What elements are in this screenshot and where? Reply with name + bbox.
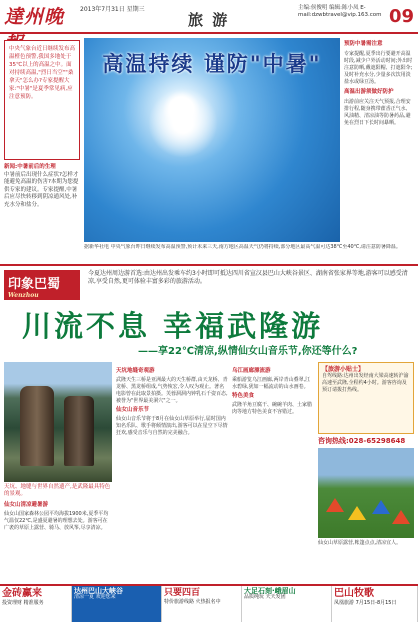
editor-credits: 主编:侯俊明 编辑:陈小凤 E-mail:dzwbtravel@vip.163.com <box>298 5 382 18</box>
ad-headline: 大足石刻·峨眉山 <box>244 587 296 595</box>
photo-caption: 天坑、地缝与世界自然遗产,是武隆最具特色的景观。 <box>4 484 111 497</box>
logo-sub-text: Wenzhou <box>8 292 39 299</box>
feature-subtitle: ——享22℃清凉,纵情仙女山音乐节,你还等什么? <box>138 346 358 357</box>
ad-block[interactable] <box>72 586 162 622</box>
mid-subhead: 仙女山音乐节 <box>116 407 150 413</box>
ad-headline: 只要四百 <box>164 588 201 598</box>
right-col-subhead: 高温出游须做好防护 <box>344 89 394 95</box>
ad-text: 品质纯玩 天天发团 <box>244 594 286 600</box>
left-subhead: 仙女山清凉避暑游 <box>4 502 49 508</box>
left-column <box>4 500 112 582</box>
middle-column-2 <box>232 366 314 580</box>
left-text: 仙女山国家森林公园平均海拔1900米,夏季平均气温仅22℃,是盛夏避暑的理想去处。游客可在广袤的草原上露营、骑马、放风筝,尽享清凉。 <box>4 511 109 531</box>
travel-feature <box>0 264 418 582</box>
tent-shape <box>372 500 390 514</box>
mid2-text: 乘船游览乌江画廊,两岸青山叠翠,江水碧绿,犹如一幅流动的山水画卷。 <box>232 377 311 390</box>
ad-block[interactable] <box>0 586 72 622</box>
hotline: 咨询热线:028-65298648 <box>318 437 406 445</box>
ad-headline: 达州巴山大峡谷 <box>74 587 123 595</box>
sidebar-heading: 新闻:中暑前后的生理 <box>4 164 56 170</box>
tent-shape <box>326 498 344 512</box>
masthead-logo: 達州晚 <box>4 6 65 28</box>
tent-shape <box>392 510 410 524</box>
ad-text: 投资理财 精准服务 <box>2 600 44 606</box>
mid-text: 武隆天生三桥是亚洲最大的天生桥群,由天龙桥、青龙桥、黑龙桥组成,气势恢宏,令人叹为观止。著名电影曾在此取景拍摄。芙蓉洞洞内钟乳石千姿百态,被誉为"世界最美洞穴"之一。 <box>116 377 228 404</box>
article-strip: 据新华社电 中央气象台昨日继续发布高温预警,预计未来三天,南方地区高温天气仍将持续,部分地区最高气温可达38℃至40℃,请注意防暑降温。 <box>84 244 401 250</box>
right-col-subhead: 预防中暑需注意 <box>344 41 383 47</box>
sky-photo <box>84 38 340 242</box>
story-sidebar <box>4 164 80 209</box>
right-col-text: 专家提醒,夏季出行要避开高温时段,减少户外活动时间;外出时注意防晒,戴遮阳帽、打遮阳伞;及时补充水分,少量多次饮用淡盐水或绿豆汤。 <box>344 51 413 85</box>
rock-pillar <box>20 386 54 466</box>
issue-date: 2013年7月31日 星期三 <box>80 6 145 13</box>
camping-caption: 仙女山草原露营,帐篷点点,清凉宜人。 <box>318 540 402 546</box>
feature-title: 川流不息 幸福武隆游 <box>22 309 324 343</box>
feature-logo <box>4 270 80 300</box>
camping-photo <box>318 448 414 538</box>
mid-subhead: 天坑地缝奇观游 <box>116 368 155 374</box>
middle-column <box>116 366 228 580</box>
story-right-column <box>344 38 414 242</box>
sidebar-text: 中暑前后出现什么症状?怎样才能避免高温的伤害?本期为您提供专家的建议。专家提醒,中暑后应尽快转移到阴凉通风处,补充水分和盐分。 <box>4 171 79 208</box>
top-story <box>0 36 418 262</box>
ad-text: 凤凰旅游 7月15日-8月15日 <box>334 600 397 606</box>
ad-text: 清凉一夏 欢迎您来 <box>74 594 116 600</box>
story-intro-box: 中央气象台近日继续发布高温橙色预警,我国多地处于35℃以上的高温之中。面对持续高温,"烈日当空""桑拿天"怎么办?专家提醒大家:"中暑"是夏季常见病,应注意预防。 <box>4 40 80 160</box>
ad-strip <box>0 584 418 622</box>
ad-block[interactable] <box>162 586 242 622</box>
tips-box <box>318 362 414 434</box>
logo-main-text: 印象巴蜀 <box>8 277 61 292</box>
mid2-subhead: 特色美食 <box>232 393 255 399</box>
top-headline: 高温持续 谨防"中暑" <box>102 52 322 76</box>
page-number: 09 <box>388 6 414 27</box>
tips-text: 自驾线路:达州出发经南大梁高速转沪渝高速至武隆,全程约4小时。游客咨询及预订请拨打热线。 <box>322 373 409 393</box>
page-header <box>0 0 418 34</box>
ad-headline: 巴山牧歌 <box>334 588 374 599</box>
section-title: 旅 游 <box>188 11 230 29</box>
ad-text: 特价旅游线路 火热报名中 <box>164 599 221 605</box>
ad-block[interactable] <box>332 586 418 622</box>
sun-icon <box>148 88 218 158</box>
mid2-subhead: 乌江画廊漂流游 <box>232 368 271 374</box>
ad-block[interactable] <box>242 586 332 622</box>
canyon-photo <box>4 362 112 482</box>
mid-text: 仙女山音乐节将于8月在仙女山草原举行,届时国内知名乐队、歌手将倾情演出,游客可以在星空下尽情狂欢,感受音乐与自然的完美融合。 <box>116 416 228 436</box>
tent-shape <box>348 506 366 520</box>
ad-headline: 金砖赢来 <box>2 588 42 599</box>
tips-title: 【旅游小贴士】 <box>322 366 365 373</box>
right-col-text: 出游前应关注天气预报,合理安排行程,随身携带藿香正气水、风油精、清凉油等防暑药品,避免在烈日下长时间暴晒。 <box>344 99 411 126</box>
feature-intro: 今夏达州周边游首选:由达州出发乘车约3小时即可抵达四川省宣汉县巴山大峡谷景区、湖南省张家界等地,游客可以感受清凉,享受自然,更可体验丰富多彩的旅游活动。 <box>88 270 408 285</box>
mid2-text: 武隆羊角豆腐干、碗碗羊肉、土家腊肉等地方特色美食不容错过。 <box>232 402 313 415</box>
rock-pillar <box>64 396 94 466</box>
